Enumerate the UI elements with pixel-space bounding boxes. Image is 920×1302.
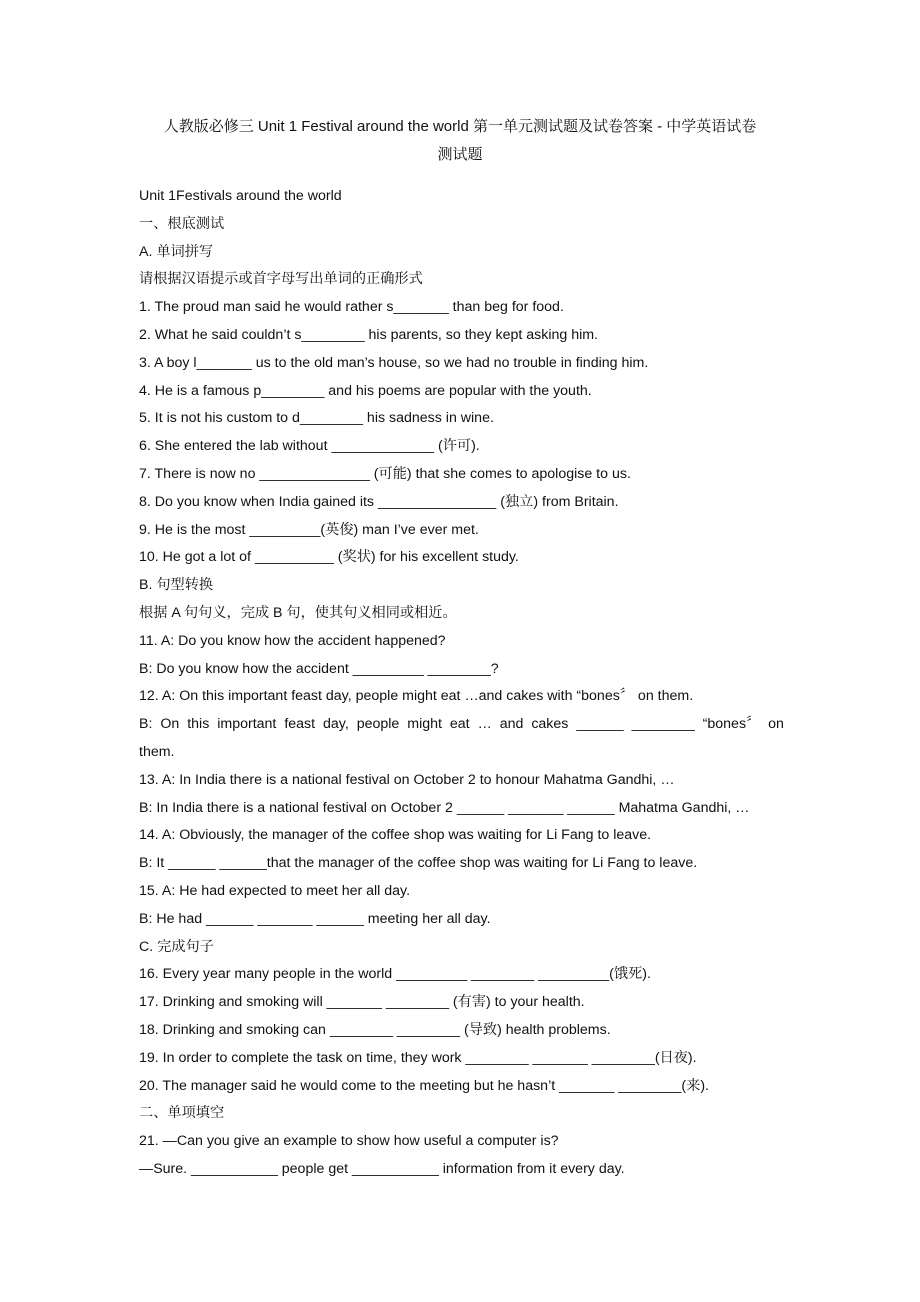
question-17: 17. Drinking and smoking will _______ ________ (有害) to your health. <box>139 994 585 1011</box>
question-3: 3. A boy l_______ us to the old man’s house, so we had no trouble in finding him. <box>139 354 649 371</box>
question-12-b-end: them. <box>139 743 175 760</box>
q12b-blank: ________ <box>631 716 695 733</box>
q12b-word: cakes <box>531 716 569 733</box>
q12b-word: On <box>160 716 180 733</box>
q12b-word: B: <box>139 716 153 733</box>
q12b-word: and <box>499 716 524 733</box>
part-a-instruction: 请根据汉语提示或首字母写出单词的正确形式 <box>139 271 423 288</box>
q12b-word: this <box>187 716 210 733</box>
q12b-word: eat <box>449 716 470 733</box>
title-line-1: 人教版必修三 Unit 1 Festival around the world 第一单元测试题及试卷答案 - 中学英语试卷 <box>163 118 757 135</box>
section-1-heading: 一、根底测试 <box>139 215 225 232</box>
question-14-a: 14. A: Obviously, the manager of the coffee shop was waiting for Li Fang to leave. <box>139 827 652 844</box>
q12b-word: feast <box>284 716 316 733</box>
question-12-b <box>139 711 784 739</box>
question-6: 6. She entered the lab without _____________ (许可). <box>139 438 480 455</box>
title-line-2: 测试题 <box>437 146 483 163</box>
question-7: 7. There is now no ______________ (可能) that she comes to apologise to us. <box>139 465 631 482</box>
part-b-heading: B. 句型转换 <box>139 577 214 594</box>
question-1: 1. The proud man said he would rather s_______ than beg for food. <box>139 299 564 316</box>
unit-heading: Unit 1Festivals around the world <box>139 188 342 204</box>
question-15-a: 15. A: He had expected to meet her all day. <box>139 882 411 899</box>
question-19: 19. In order to complete the task on time, they work ________ _______ ________(日夜). <box>139 1049 697 1066</box>
question-18: 18. Drinking and smoking can ________ ________ (导致) health problems. <box>139 1021 611 1038</box>
q12b-word: “bones〞 <box>702 716 761 733</box>
question-10: 10. He got a lot of __________ (奖状) for his excellent study. <box>139 549 519 566</box>
q12b-word: might <box>407 716 442 733</box>
part-a-heading: A. 单词拼写 <box>139 243 214 260</box>
q12b-word: on <box>768 716 784 733</box>
question-13-b: B: In India there is a national festival on October 2 ______ _______ ______ Mahatma Gandhi, … <box>139 799 750 816</box>
question-21-b: —Sure. ___________ people get ___________ information from it every day. <box>139 1160 625 1177</box>
q12b-blank: ______ <box>576 716 624 733</box>
question-20: 20. The manager said he would come to the meeting but he hasn’t _______ ________(来). <box>139 1077 709 1094</box>
question-16: 16. Every year many people in the world _________ ________ _________(饿死). <box>139 966 651 983</box>
q12b-word: people <box>356 716 400 733</box>
part-b-instruction: 根据 A 句句义，完成 B 句，使其句义相同或相近。 <box>139 604 457 621</box>
question-9: 9. He is the most _________(英俊) man I’ve ever met. <box>139 521 479 538</box>
q12b-word: important <box>217 716 277 733</box>
question-15-b: B: He had ______ _______ ______ meeting her all day. <box>139 910 491 927</box>
question-13-a: 13. A: In India there is a national festival on October 2 to honour Mahatma Gandhi, … <box>139 771 675 788</box>
question-2: 2. What he said couldn’t s________ his parents, so they kept asking him. <box>139 326 599 343</box>
q12b-word: … <box>477 716 492 733</box>
question-5: 5. It is not his custom to d________ his sadness in wine. <box>139 410 494 427</box>
document-body <box>139 183 784 1184</box>
question-11-a: 11. A: Do you know how the accident happened? <box>139 632 446 649</box>
question-12-a: 12. A: On this important feast day, people might eat …and cakes with “bones〞 on them. <box>139 688 694 705</box>
page-title <box>100 113 820 169</box>
question-11-b: B: Do you know how the accident _________ ________? <box>139 660 499 677</box>
section-2-heading: 二、单项填空 <box>139 1105 225 1122</box>
question-4: 4. He is a famous p________ and his poems are popular with the youth. <box>139 382 592 399</box>
question-8: 8. Do you know when India gained its _______________ (独立) from Britain. <box>139 493 619 510</box>
question-21-a: 21. —Can you give an example to show how useful a computer is? <box>139 1133 559 1150</box>
q12b-word: day, <box>323 716 349 733</box>
part-c-heading: C. 完成句子 <box>139 938 214 955</box>
question-14-b: B: It ______ ______that the manager of the coffee shop was waiting for Li Fang to leave. <box>139 855 698 872</box>
